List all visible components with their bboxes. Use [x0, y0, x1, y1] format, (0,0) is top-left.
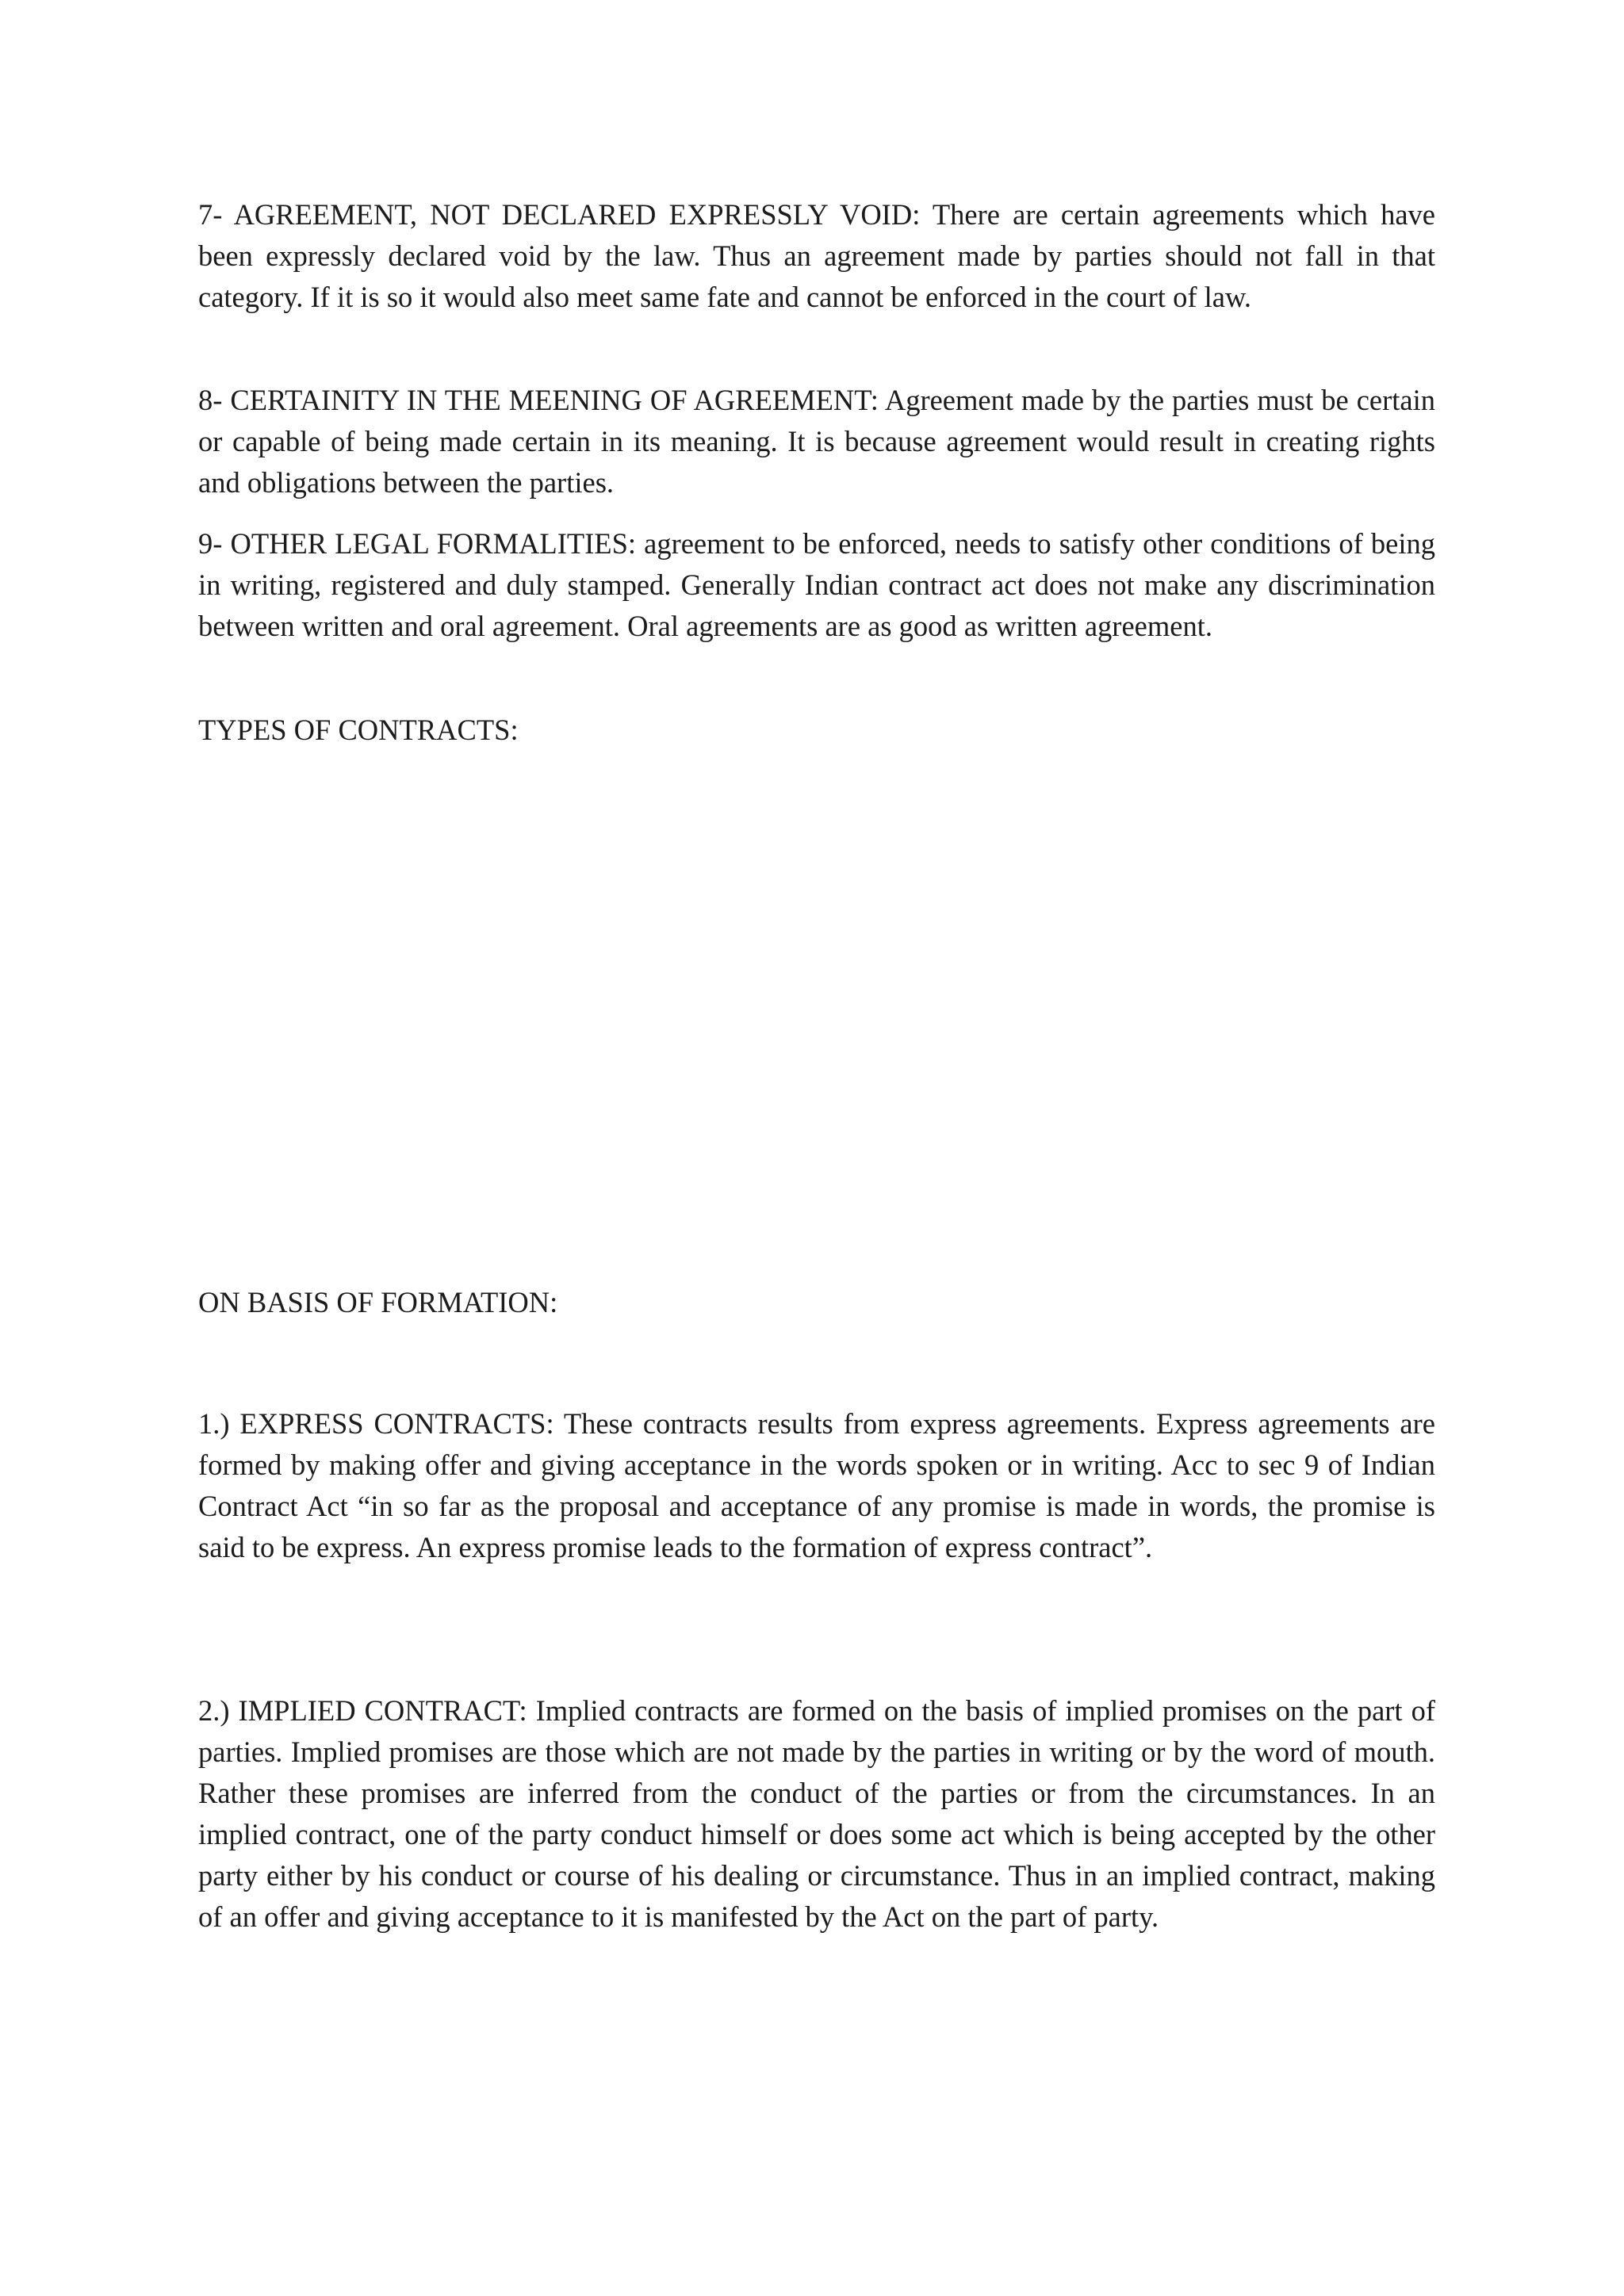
paragraph-implied-contract: 2.) IMPLIED CONTRACT: Implied contracts are formed on the basis of implied promises on the part of parties. Implied promises are those which are not made by the parties in writing or by the word of mouth. Rather these promises are inferred from the conduct of the parties or from the circumstances. In an implied contract, one of the party conduct himself or does some act which is being accepted by the other party either by his conduct or course of his dealing or circumstance. Thus in an implied contract, making of an offer and giving acceptance to it is manifested by the Act on the part of party.	[198, 1694, 1435, 1933]
heading-types-of-contracts: TYPES OF CONTRACTS:	[198, 714, 519, 746]
heading-basis-of-formation: ON BASIS OF FORMATION:	[198, 1286, 558, 1318]
paragraph-certainty-of-meaning: 8- CERTAINITY IN THE MEENING OF AGREEMENT: Agreement made by the parties must be certain or capable of being made certain in its meaning. It is because agreement would result in creating rights and obligations between the parties.	[198, 384, 1435, 499]
paragraph-agreement-not-void: 7- AGREEMENT, NOT DECLARED EXPRESSLY VOID: There are certain agreements which have been expressly declared void by the law. Thus an agreement made by parties should not fall in that category. If it is so it would also meet same fate and cannot be enforced in the court of law.	[198, 198, 1435, 313]
paragraph-other-legal-formalities: 9- OTHER LEGAL FORMALITIES: agreement to be enforced, needs to satisfy other conditions of being in writing, registered and duly stamped. Generally Indian contract act does not make any discrimination between written and oral agreement. Oral agreements are as good as written agreement.	[198, 527, 1435, 642]
paragraph-express-contracts: 1.) EXPRESS CONTRACTS: These contracts results from express agreements. Express agreements are formed by making offer and giving acceptance in the words spoken or in writing. Acc to sec 9 of Indian Contract Act “in so far as the proposal and acceptance of any promise is made in words, the promise is said to be express. An express promise leads to the formation of express contract”.	[198, 1407, 1435, 1563]
